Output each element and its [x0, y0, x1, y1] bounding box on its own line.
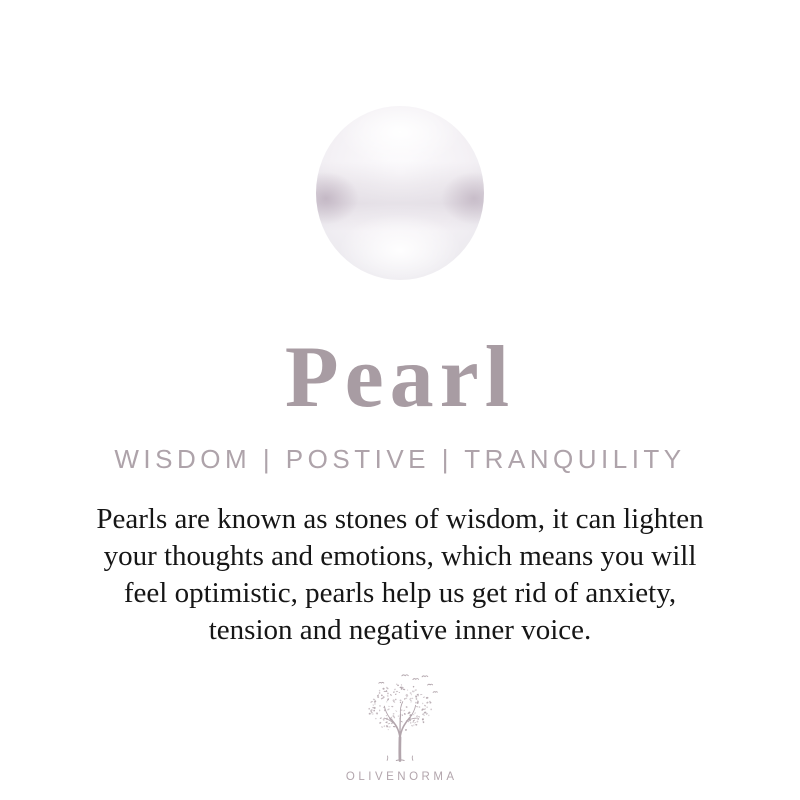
- description-line: Pearls are known as stones of wisdom, it can lighten: [96, 503, 704, 535]
- description-line: your thoughts and emotions, which means you will: [103, 540, 697, 572]
- description-line: feel optimistic, pearls help us get rid of anxiety,: [123, 577, 677, 609]
- page-title: Pearl: [284, 329, 516, 426]
- description-line: tension and negative inner voice.: [208, 614, 592, 646]
- keywords-subtitle: WISDOM | POSTIVE | TRANQUILITY: [114, 444, 686, 474]
- tree-with-birds-icon: [354, 672, 446, 768]
- pearl-sphere-image: [316, 106, 484, 280]
- brand-logo: [0, 672, 800, 784]
- description-text: [0, 501, 800, 649]
- brand-name: OLIVENORMA: [345, 771, 458, 783]
